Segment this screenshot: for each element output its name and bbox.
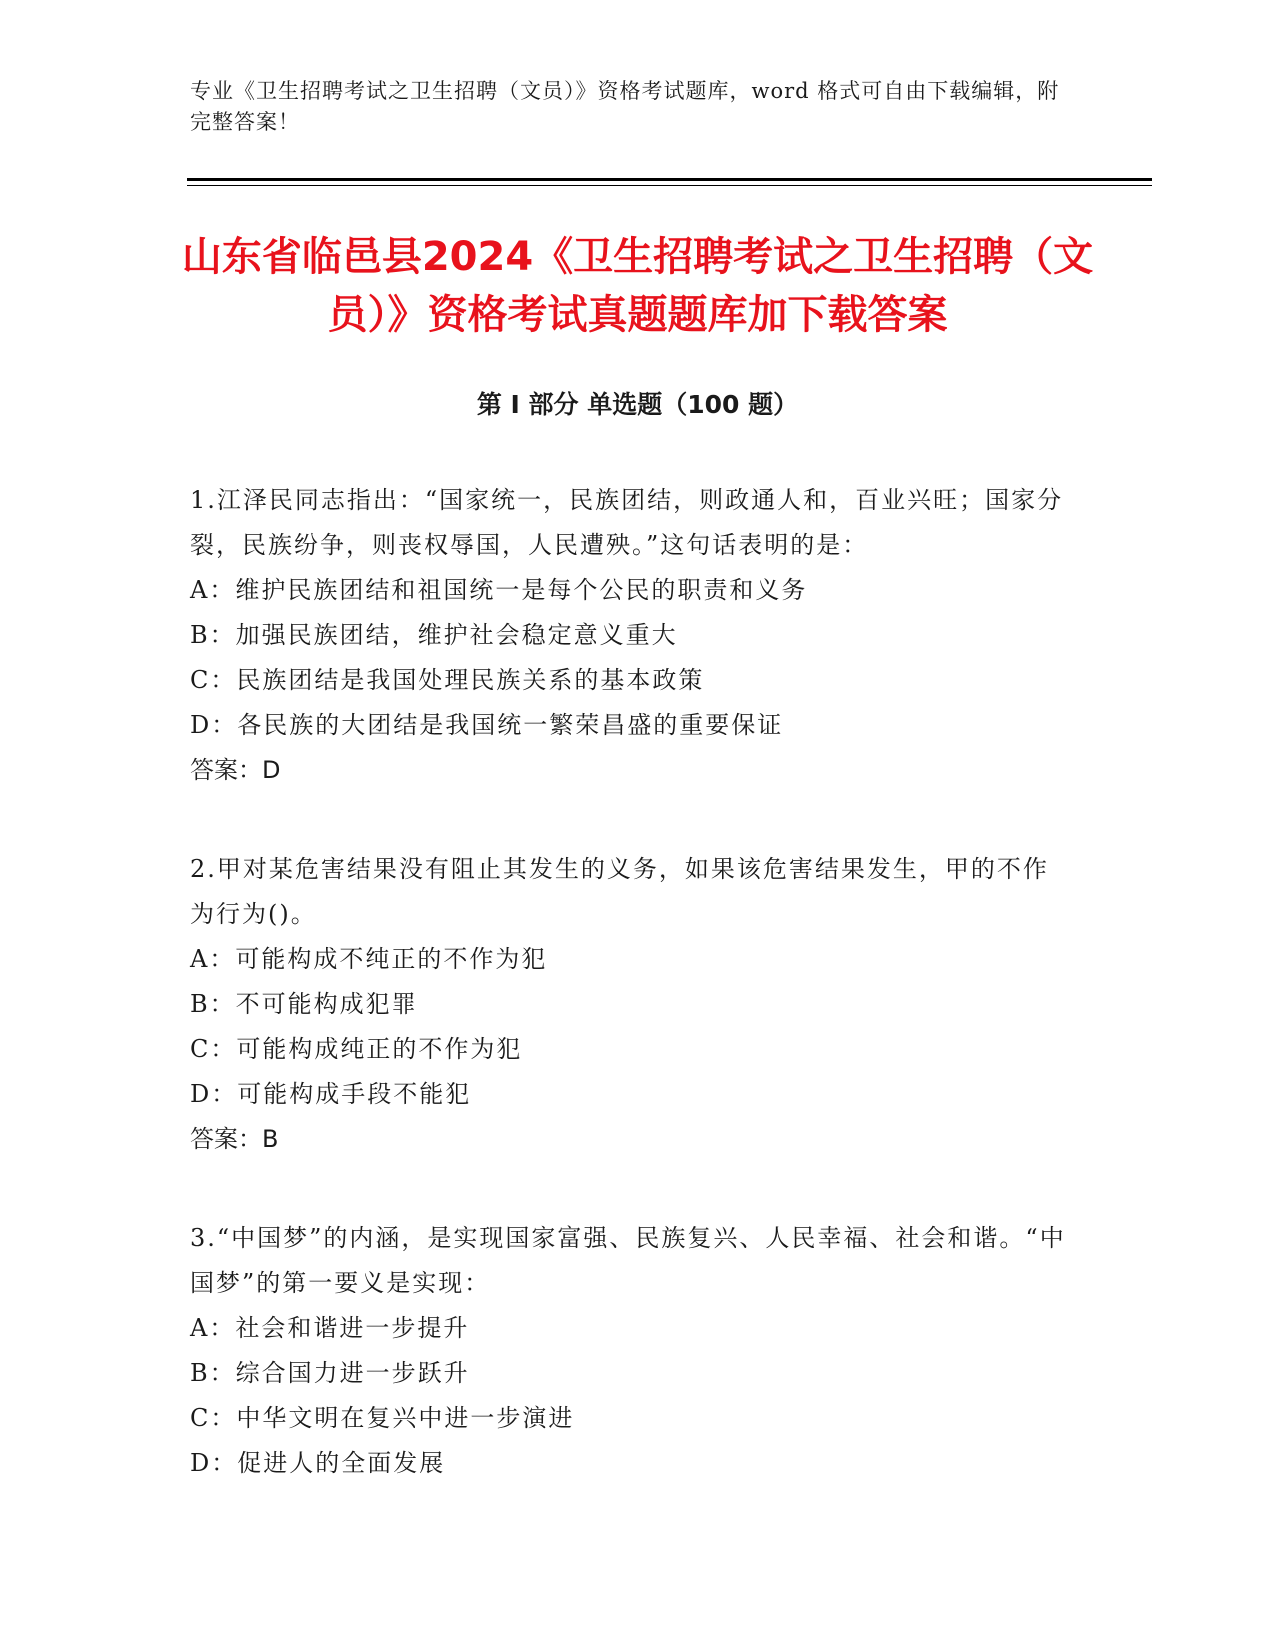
question-1 xyxy=(190,478,1070,793)
answer: 答案：D xyxy=(190,756,281,784)
option-b: B：综合国力进一步跃升 xyxy=(190,1359,470,1387)
document-title: 山东省临邑县2024《卫生招聘考试之卫生招聘（文员）》资格考试真题题库加下载答案 xyxy=(181,234,1094,338)
option-c: C：可能构成纯正的不作为犯 xyxy=(190,1035,523,1063)
question-3 xyxy=(190,1216,1070,1486)
question-stem: 2.甲对某危害结果没有阻止其发生的义务，如果该危害结果发生，甲的不作为行为()。 xyxy=(190,855,1049,928)
question-2 xyxy=(190,847,1070,1162)
option-a: A：社会和谐进一步提升 xyxy=(190,1314,470,1342)
header-rule-thin xyxy=(187,185,1152,186)
answer: 答案：B xyxy=(190,1125,279,1153)
header-note: 专业《卫生招聘考试之卫生招聘（文员）》资格考试题库，word 格式可自由下载编辑，附完整答案！ xyxy=(190,79,1060,134)
section-title: 第 I 部分 单选题（100 题） xyxy=(476,390,799,419)
question-stem: 1.江泽民同志指出：“国家统一，民族团结，则政通人和，百业兴旺；国家分裂，民族纷争，则丧权辱国，人民遭殃。”这句话表明的是： xyxy=(190,486,1064,559)
question-stem: 3.“中国梦”的内涵，是实现国家富强、民族复兴、人民幸福、社会和谐。“中国梦”的第一要义是实现： xyxy=(190,1224,1066,1297)
question-list xyxy=(190,478,1070,1540)
option-b: B：加强民族团结，维护社会稳定意义重大 xyxy=(190,621,678,649)
option-d: D：可能构成手段不能犯 xyxy=(190,1080,472,1108)
option-a: A：维护民族团结和祖国统一是每个公民的职责和义务 xyxy=(190,576,808,604)
option-c: C：民族团结是我国处理民族关系的基本政策 xyxy=(190,666,705,694)
option-a: A：可能构成不纯正的不作为犯 xyxy=(190,945,548,973)
option-d: D：各民族的大团结是我国统一繁荣昌盛的重要保证 xyxy=(190,711,784,739)
option-d: D：促进人的全面发展 xyxy=(190,1449,446,1477)
option-c: C：中华文明在复兴中进一步演进 xyxy=(190,1404,575,1432)
header-rule-thick xyxy=(187,178,1152,181)
option-b: B：不可能构成犯罪 xyxy=(190,990,418,1018)
